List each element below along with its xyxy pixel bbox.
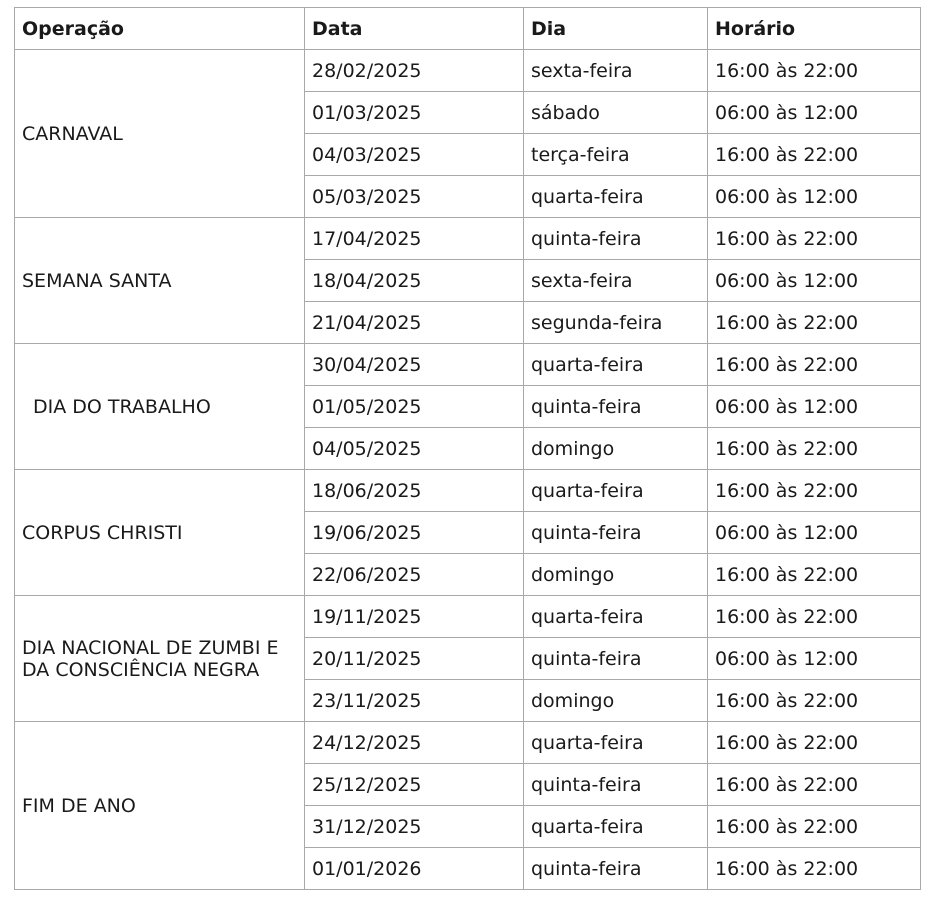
operation-name: FIM DE ANO xyxy=(22,794,136,817)
operation-cell xyxy=(15,596,305,722)
date-cell: 19/11/2025 xyxy=(305,596,524,638)
weekday-cell: sábado xyxy=(524,92,708,134)
date-cell: 22/06/2025 xyxy=(305,554,524,596)
operation-cell xyxy=(15,722,305,890)
table-header xyxy=(15,8,921,50)
date-cell: 01/01/2026 xyxy=(305,848,524,890)
header-horario: Horário xyxy=(708,8,921,50)
weekday-cell: quinta-feira xyxy=(524,638,708,680)
date-cell: 31/12/2025 xyxy=(305,806,524,848)
time-cell: 06:00 às 12:00 xyxy=(708,638,921,680)
weekday-cell: quinta-feira xyxy=(524,848,708,890)
date-cell: 18/06/2025 xyxy=(305,470,524,512)
date-cell: 18/04/2025 xyxy=(305,260,524,302)
weekday-cell: quinta-feira xyxy=(524,386,708,428)
operation-cell xyxy=(15,344,305,470)
date-cell: 01/03/2025 xyxy=(305,92,524,134)
weekday-cell: sexta-feira xyxy=(524,50,708,92)
date-cell: 23/11/2025 xyxy=(305,680,524,722)
date-cell: 19/06/2025 xyxy=(305,512,524,554)
table-row xyxy=(15,218,921,260)
header-data: Data xyxy=(305,8,524,50)
operation-name: CARNAVAL xyxy=(22,122,123,145)
header-row xyxy=(15,8,921,50)
weekday-cell: segunda-feira xyxy=(524,302,708,344)
date-cell: 04/03/2025 xyxy=(305,134,524,176)
table-row xyxy=(15,470,921,512)
weekday-cell: quarta-feira xyxy=(524,344,708,386)
time-cell: 16:00 às 22:00 xyxy=(708,596,921,638)
operation-name: DIA NACIONAL DE ZUMBI E DA CONSCIÊNCIA NEGRA xyxy=(22,636,279,681)
table-row xyxy=(15,596,921,638)
weekday-cell: domingo xyxy=(524,428,708,470)
weekday-cell: quinta-feira xyxy=(524,218,708,260)
time-cell: 16:00 às 22:00 xyxy=(708,302,921,344)
schedule-table xyxy=(14,7,921,890)
date-cell: 20/11/2025 xyxy=(305,638,524,680)
weekday-cell: quarta-feira xyxy=(524,176,708,218)
weekday-cell: terça-feira xyxy=(524,134,708,176)
time-cell: 16:00 às 22:00 xyxy=(708,554,921,596)
time-cell: 16:00 às 22:00 xyxy=(708,428,921,470)
time-cell: 16:00 às 22:00 xyxy=(708,806,921,848)
weekday-cell: domingo xyxy=(524,554,708,596)
time-cell: 06:00 às 12:00 xyxy=(708,92,921,134)
date-cell: 24/12/2025 xyxy=(305,722,524,764)
operation-name: DIA DO TRABALHO xyxy=(33,395,211,418)
time-cell: 16:00 às 22:00 xyxy=(708,218,921,260)
time-cell: 06:00 às 12:00 xyxy=(708,386,921,428)
time-cell: 06:00 às 12:00 xyxy=(708,260,921,302)
date-cell: 28/02/2025 xyxy=(305,50,524,92)
table-row xyxy=(15,50,921,92)
date-cell: 01/05/2025 xyxy=(305,386,524,428)
time-cell: 06:00 às 12:00 xyxy=(708,176,921,218)
time-cell: 16:00 às 22:00 xyxy=(708,680,921,722)
operation-cell xyxy=(15,470,305,596)
header-dia: Dia xyxy=(524,8,708,50)
operation-name: CORPUS CHRISTI xyxy=(22,521,183,544)
weekday-cell: quarta-feira xyxy=(524,470,708,512)
time-cell: 16:00 às 22:00 xyxy=(708,470,921,512)
weekday-cell: sexta-feira xyxy=(524,260,708,302)
date-cell: 30/04/2025 xyxy=(305,344,524,386)
time-cell: 06:00 às 12:00 xyxy=(708,512,921,554)
table-row xyxy=(15,344,921,386)
weekday-cell: quinta-feira xyxy=(524,764,708,806)
table-body xyxy=(15,50,921,890)
operation-name: SEMANA SANTA xyxy=(22,269,172,292)
operation-cell xyxy=(15,218,305,344)
date-cell: 17/04/2025 xyxy=(305,218,524,260)
date-cell: 05/03/2025 xyxy=(305,176,524,218)
header-operacao: Operação xyxy=(15,8,305,50)
time-cell: 16:00 às 22:00 xyxy=(708,848,921,890)
operation-cell xyxy=(15,50,305,218)
date-cell: 25/12/2025 xyxy=(305,764,524,806)
weekday-cell: quarta-feira xyxy=(524,722,708,764)
weekday-cell: quarta-feira xyxy=(524,596,708,638)
table-row xyxy=(15,722,921,764)
date-cell: 21/04/2025 xyxy=(305,302,524,344)
time-cell: 16:00 às 22:00 xyxy=(708,50,921,92)
date-cell: 04/05/2025 xyxy=(305,428,524,470)
weekday-cell: quinta-feira xyxy=(524,512,708,554)
time-cell: 16:00 às 22:00 xyxy=(708,344,921,386)
weekday-cell: quarta-feira xyxy=(524,806,708,848)
weekday-cell: domingo xyxy=(524,680,708,722)
time-cell: 16:00 às 22:00 xyxy=(708,134,921,176)
time-cell: 16:00 às 22:00 xyxy=(708,764,921,806)
time-cell: 16:00 às 22:00 xyxy=(708,722,921,764)
